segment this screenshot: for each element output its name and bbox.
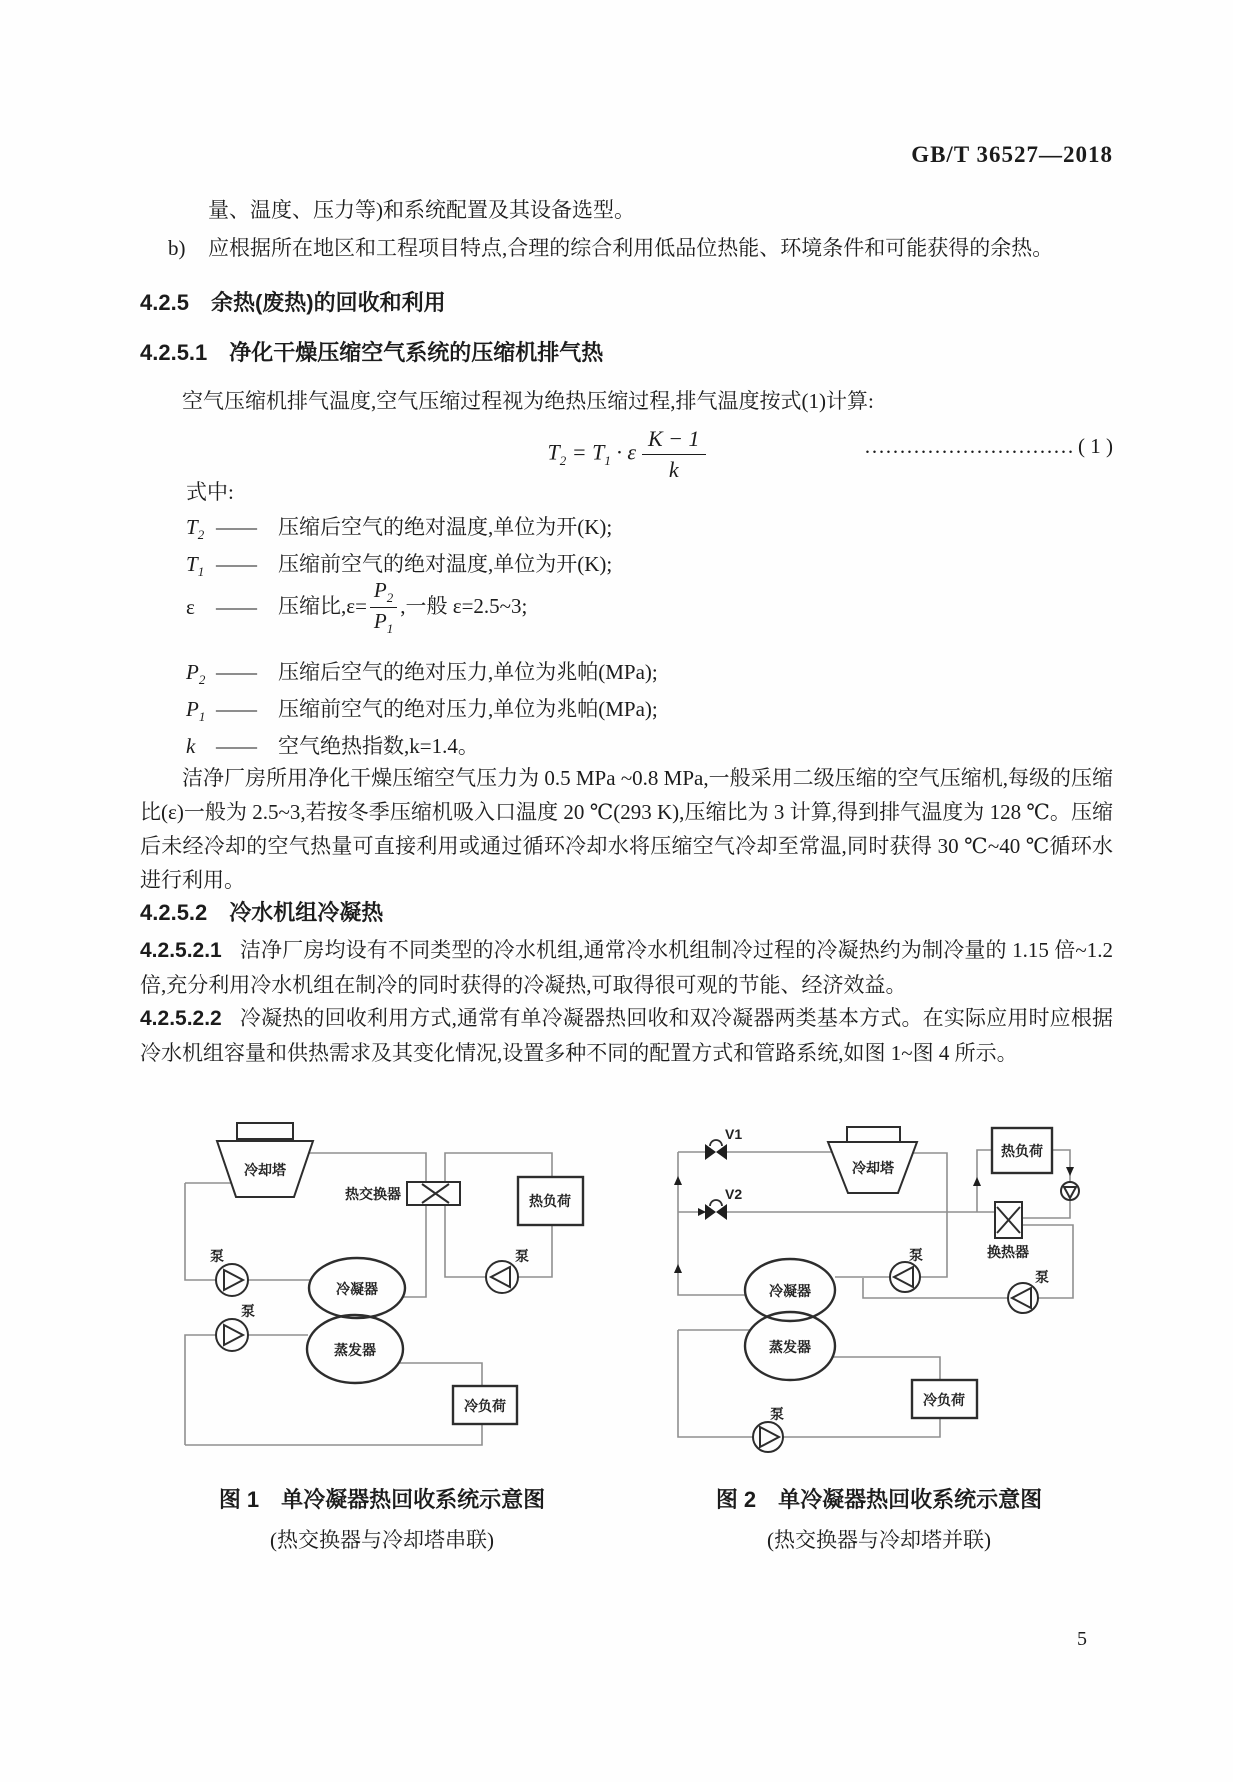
fig2-heat-exchanger	[987, 1202, 1029, 1260]
svg-text:冷负荷: 冷负荷	[464, 1398, 506, 1414]
heading-4-2-5-1: 4.2.5.1 净化干燥压缩空气系统的压缩机排气热	[140, 340, 604, 365]
figure2-subcaption: (热交换器与冷却塔并联)	[767, 1528, 991, 1552]
svg-text:冷却塔: 冷却塔	[852, 1160, 894, 1176]
heading-4-2-5: 4.2.5 余热(废热)的回收和利用	[140, 290, 446, 315]
symbol-definition-t1: $T_1$ —— 压缩前空气的绝对温度,单位为开(K);	[186, 552, 613, 580]
svg-text:热交换器: 热交换器	[345, 1186, 401, 1202]
exponent-fraction: $\frac{K - 1}{k}$	[642, 426, 706, 483]
svg-text:热负荷: 热负荷	[529, 1193, 571, 1209]
fig1-pump-1	[210, 1248, 248, 1296]
page-number: 5	[1077, 1628, 1087, 1650]
equation-expression: $T_2 = T_1 \cdot \varepsilon$ $\frac{K - 1}{k}$	[140, 426, 1113, 483]
svg-text:冷凝器: 冷凝器	[769, 1283, 811, 1299]
fig2-small-pump	[1061, 1182, 1079, 1200]
fig1-pump-2	[216, 1303, 255, 1351]
list-item-b-marker: b)	[168, 236, 186, 260]
fig1-heat-load	[518, 1177, 583, 1225]
list-item-b-text: 应根据所在地区和工程项目特点,合理的综合利用低品位热能、环境条件和可能获得的余热。	[208, 236, 1054, 260]
equation-dots-and-number: ………………………… ( 1 )	[864, 434, 1113, 458]
fig2-pump-center	[890, 1247, 923, 1292]
svg-text:泵: 泵	[515, 1248, 529, 1264]
svg-text:热负荷: 热负荷	[1001, 1143, 1043, 1159]
svg-text:V2: V2	[725, 1186, 743, 1202]
symbol-definition-p1: $P_1$ —— 压缩前空气的绝对压力,单位为兆帕(MPa);	[186, 697, 658, 725]
up-arrow-icon	[674, 1264, 682, 1273]
svg-text:泵: 泵	[210, 1248, 224, 1264]
fig2-valve-v2	[705, 1186, 742, 1220]
pressure-ratio-fraction: $\frac{P_2}{P_1}$	[370, 578, 397, 637]
svg-text:冷凝器: 冷凝器	[336, 1281, 378, 1297]
equation-1	[140, 420, 1113, 484]
figure1-subcaption: (热交换器与冷却塔串联)	[270, 1528, 494, 1552]
svg-text:泵: 泵	[1035, 1269, 1049, 1285]
down-arrow-icon	[1066, 1167, 1074, 1176]
svg-text:蒸发器: 蒸发器	[769, 1339, 811, 1355]
figure2-diagram	[655, 1115, 1103, 1473]
fig2-valve-v1	[705, 1126, 742, 1160]
svg-text:V1: V1	[725, 1126, 743, 1142]
list-item-b	[168, 232, 1113, 262]
paragraph-4-2-5-2-1: 4.2.5.2.1 洁净厂房均设有不同类型的冷水机组,通常冷水机组制冷过程的冷凝热约为制冷量的 1.15 倍~1.2 倍,充分利用冷水机组在制冷的同时获得的冷凝热,可取得很可观的节能、经济效益。	[140, 938, 1113, 997]
carryover-line: 量、温度、压力等)和系统配置及其设备选型。	[208, 198, 635, 222]
svg-text:泵: 泵	[909, 1247, 923, 1263]
svg-text:换热器: 换热器	[987, 1244, 1029, 1260]
fig1-cooling-load	[453, 1386, 517, 1424]
symbol-definition-t2: $T_2$ —— 压缩后空气的绝对温度,单位为开(K);	[186, 515, 613, 543]
svg-text:泵: 泵	[770, 1406, 784, 1422]
fig1-evaporator	[307, 1315, 403, 1383]
svg-text:冷负荷: 冷负荷	[923, 1392, 965, 1408]
where-label: 式中:	[186, 480, 234, 504]
heading-4-2-5-2: 4.2.5.2 冷水机组冷凝热	[140, 900, 384, 925]
fig1-condenser	[309, 1258, 405, 1318]
figure1-diagram	[140, 1065, 612, 1463]
fig2-pump-right	[1008, 1269, 1049, 1313]
fig1-heat-exchanger	[345, 1182, 460, 1205]
svg-text:冷却塔: 冷却塔	[244, 1162, 286, 1178]
paragraph-4-2-5-2-2: 4.2.5.2.2 冷凝热的回收利用方式,通常有单冷凝器热回收和双冷凝器两类基本方式。在实际应用时应根据冷水机组容量和供热需求及其变化情况,设置多种不同的配置方式和管路系统,如图 1~图 4 所示。	[140, 1006, 1113, 1065]
paragraph-compressed-air: 洁净厂房所用净化干燥压缩空气压力为 0.5 MPa ~0.8 MPa,一般采用二级压缩的空气压缩机,每级的压缩比(ε)一般为 2.5~3,若按冬季压缩机吸入口温度 20 ℃(293 K),压缩比为 3 计算,得到排气温度为 128 ℃。压缩后未经冷却的空气热量可直接利用或通过循环冷却水将压缩空气冷却至常温,同时获得 30 ℃~40 ℃循环水进行利用。	[140, 766, 1113, 892]
up-arrow-icon	[973, 1177, 981, 1186]
fig2-pump-bottom	[753, 1406, 784, 1452]
figure1-caption: 图 1 单冷凝器热回收系统示意图	[218, 1487, 546, 1512]
svg-text:泵: 泵	[241, 1303, 255, 1319]
fig2-cooling-load	[912, 1380, 977, 1418]
symbol-definition-k: k —— 空气绝热指数,k=1.4。	[186, 734, 479, 758]
standard-number-header: GB/T 36527—2018	[911, 142, 1113, 167]
fig1-cooling-tower	[217, 1123, 313, 1197]
right-arrow-icon	[698, 1208, 706, 1216]
fig2-heat-load	[992, 1128, 1052, 1173]
fig1-pump-3	[486, 1248, 529, 1293]
svg-text:蒸发器: 蒸发器	[334, 1342, 376, 1358]
fig2-cooling-tower	[828, 1127, 917, 1193]
up-arrow-icon	[674, 1176, 682, 1185]
symbol-definition-epsilon: ε —— 压缩比,ε= $\frac{P_2}{P_1}$ ,一般 ε=2.5~3;	[186, 578, 528, 637]
formula-intro-paragraph: 空气压缩机排气温度,空气压缩过程视为绝热压缩过程,排气温度按式(1)计算:	[182, 389, 874, 413]
figure2-caption: 图 2 单冷凝器热回收系统示意图	[715, 1487, 1043, 1512]
symbol-definition-p2: $P_2$ —— 压缩后空气的绝对压力,单位为兆帕(MPa);	[186, 660, 658, 688]
